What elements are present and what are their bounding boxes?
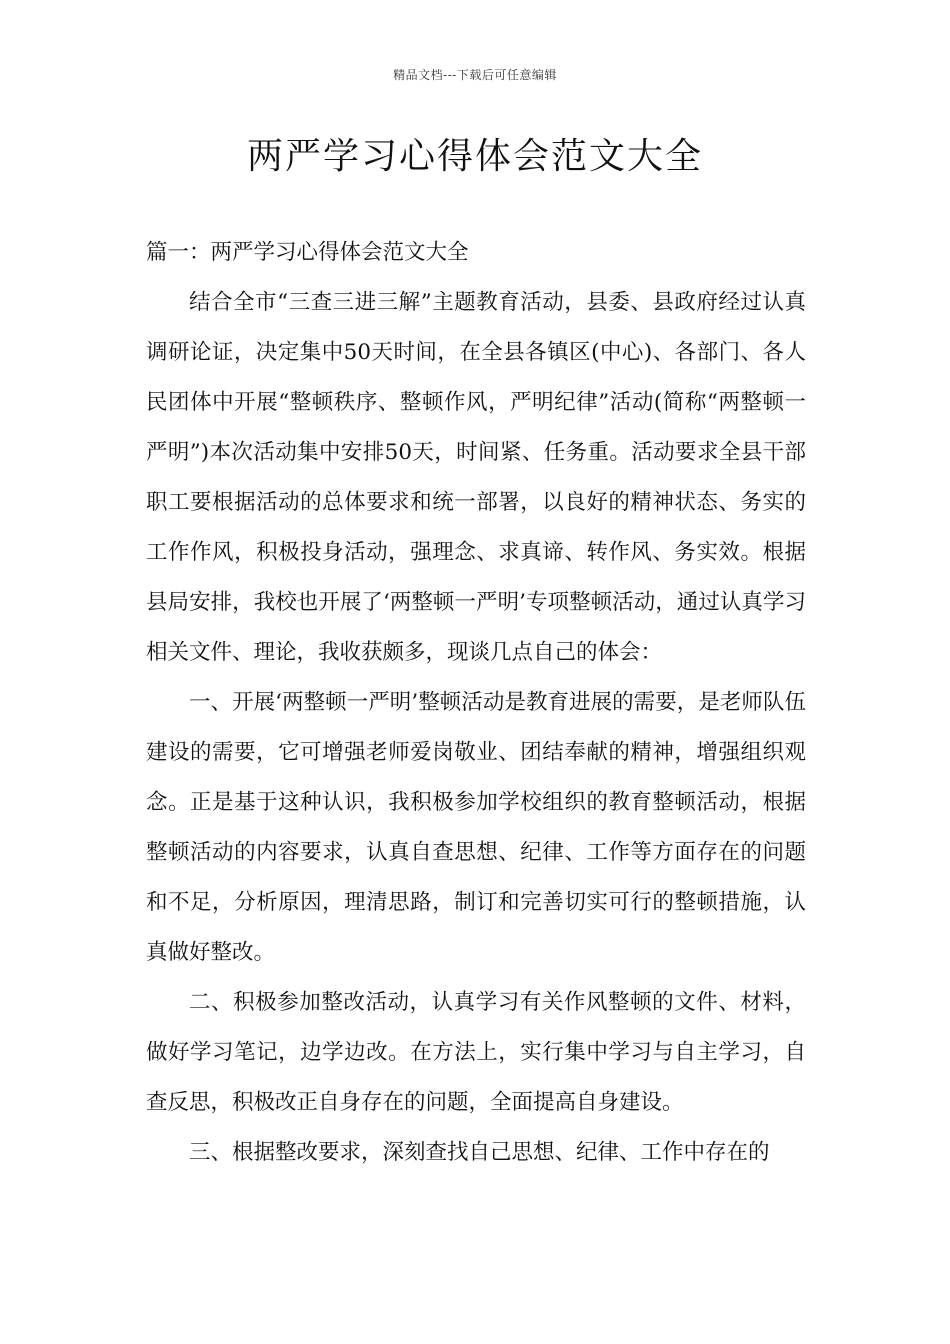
document-body bbox=[146, 228, 806, 1178]
header-note: 精品文档---下载后可任意编辑 bbox=[393, 68, 557, 82]
document-title: 两严学习心得体会范文大全 bbox=[246, 136, 703, 177]
paragraph-point-one: 一、开展‘两整顿一严明’整顿活动是教育进展的需要，是老师队伍建设的需要，它可增强老师爱岗敬业、团结奉献的精神，增强组织观念。正是基于这种认识，我积极参加学校组织的教育整顿活动，根据整顿活动的内容要求，认真自查思想、纪律、工作等方面存在的问题和不足，分析原因，理清思路，制订和完善切实可行的整顿措施，认真做好整改。 bbox=[146, 690, 806, 965]
paragraph-point-three: 三、根据整改要求，深刻查找自己思想、纪律、工作中存在的 bbox=[189, 1140, 770, 1165]
section-heading: 篇一：两严学习心得体会范文大全 bbox=[146, 240, 469, 265]
paragraph-intro: 结合全市“三查三进三解”主题教育活动，县委、县政府经过认真调研论证，决定集中50天时间，在全县各镇区(中心)、各部门、各人民团体中开展“整顿秩序、整顿作风，严明纪律”活动(简称“两整顿一严明”)本次活动集中安排50天，时间紧、任务重。活动要求全县干部职工要根据活动的总体要求和统一部署，以良好的精神状态、务实的工作作风，积极投身活动，强理念、求真谛、转作风、务实效。根据县局安排，我校也开展了‘两整顿一严明’专项整顿活动，通过认真学习相关文件、理论，我收获颇多，现谈几点自己的体会： bbox=[146, 290, 806, 665]
paragraph-point-two: 二、积极参加整改活动，认真学习有关作风整顿的文件、材料，做好学习笔记，边学边改。在方法上，实行集中学习与自主学习，自查反思，积极改正自身存在的问题，全面提高自身建设。 bbox=[146, 990, 806, 1115]
